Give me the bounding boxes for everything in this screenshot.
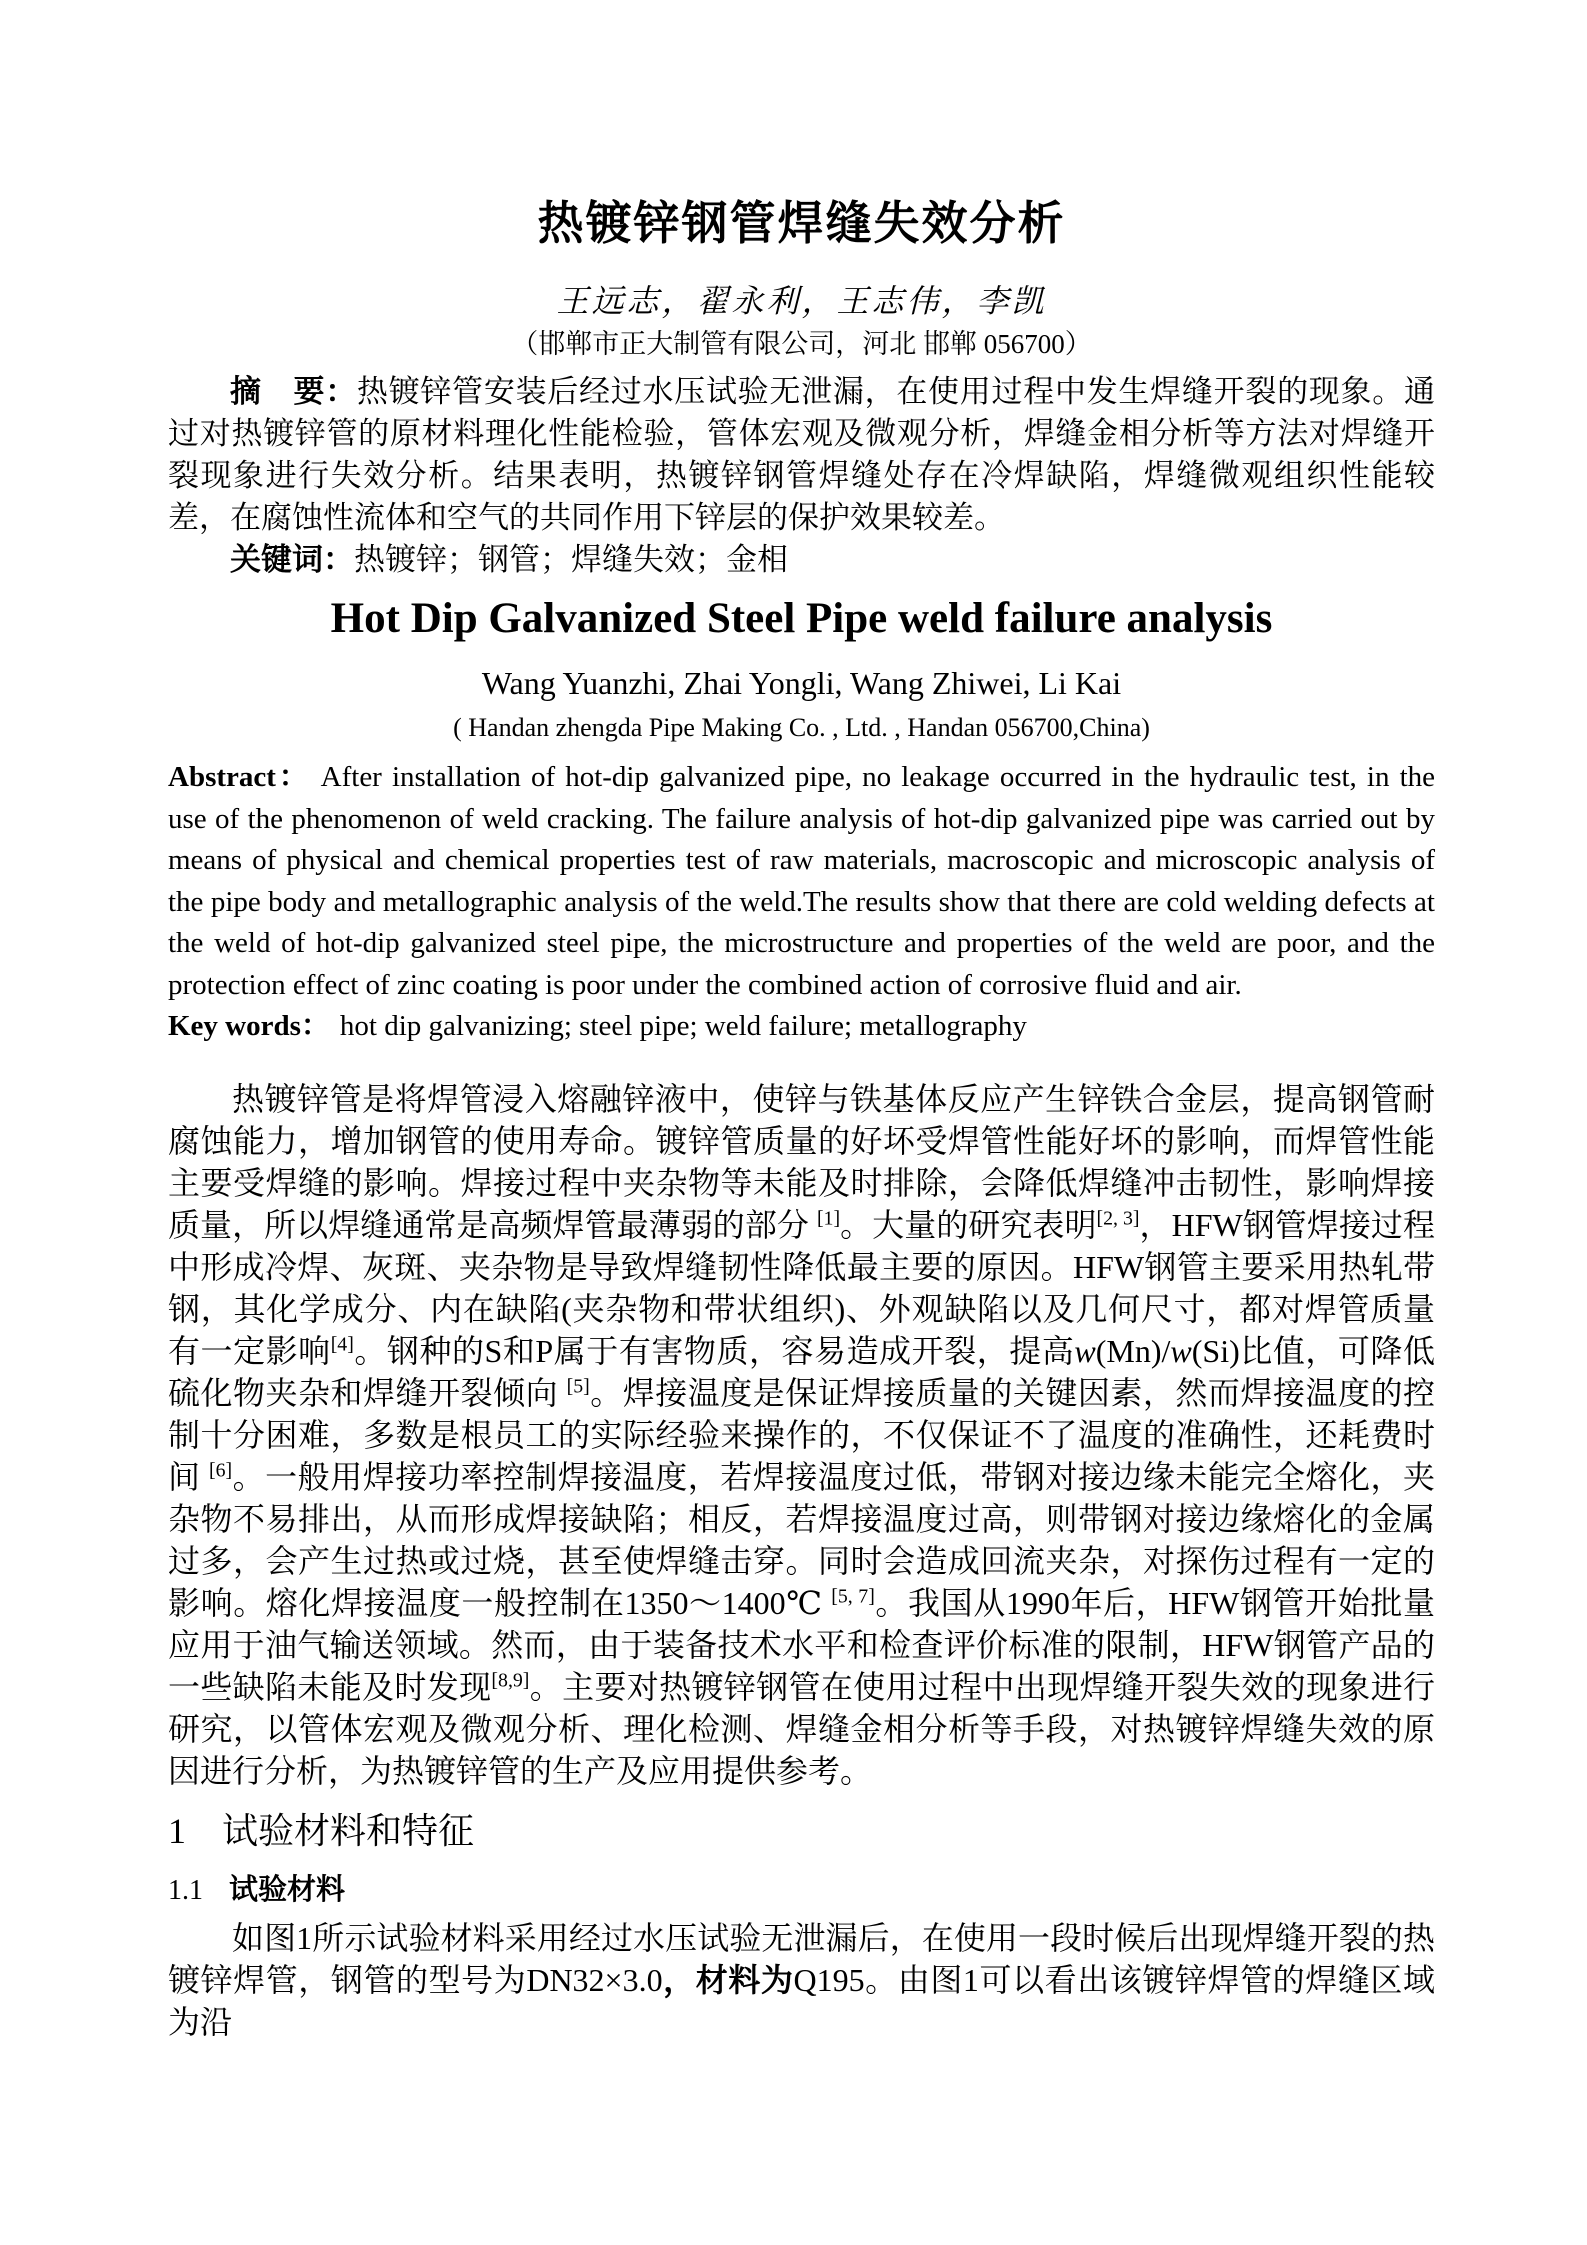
section-1-1-heading <box>168 1870 1435 1911</box>
english-abstract <box>168 757 1435 1006</box>
section-1-heading <box>168 1808 1435 1854</box>
section-1-1-number: 1.1 <box>168 1874 203 1906</box>
chinese-keywords-label: 关键词： <box>230 542 354 577</box>
english-keywords <box>168 1006 1435 1048</box>
intro-paragraph: 热镀锌管是将焊管浸入熔融锌液中，使锌与铁基体反应产生锌铁合金层，提高钢管耐腐蚀能力，增加钢管的使用寿命。镀锌管质量的好坏受焊管性能好坏的影响，而焊管性能主要受焊缝的影响。焊接过程中夹杂物等未能及时排除，会降低焊缝冲击韧性，影响焊接质量，所以焊缝通常是高频焊管最薄弱的部分 [1]。大量的研究表明[2, 3]，HFW钢管焊接过程中形成冷焊、灰斑、夹杂物是导致焊缝韧性降低最主要的原因。HFW钢管主要采用热轧带钢，其化学成分、内在缺陷(夹杂物和带状组织)、外观缺陷以及几何尺寸，都对焊管质量有一定影响[4]。钢种的S和P属于有害物质，容易造成开裂，提高w(Mn)/w(Si)比值，可降低硫化物夹杂和焊缝开裂倾向 [5]。焊接温度是保证焊接质量的关键因素，然而焊接温度的控制十分困难，多数是根员工的实际经验来操作的，不仅保证不了温度的准确性，还耗费时间 [6]。一般用焊接功率控制焊接温度，若焊接温度过低，带钢对接边缘未能完全熔化，夹杂物不易排出，从而形成焊接缺陷；相反，若焊接温度过高，则带钢对接边缘熔化的金属过多，会产生过热或过烧，甚至使焊缝击穿。同时会造成回流夹杂，对探伤过程有一定的影响。熔化焊接温度一般控制在1350～1400℃ [5, 7]。我国从1990年后，HFW钢管开始批量应用于油气输送领域。然而，由于装备技术水平和检查评价标准的限制，HFW钢管产品的一些缺陷未能及时发现[8,9]。主要对热镀锌钢管在使用过程中出现焊缝开裂失效的现象进行研究，以管体宏观及微观分析、理化检测、焊缝金相分析等手段，对热镀锌焊缝失效的原因进行分析，为热镀锌管的生产及应用提供参考。 <box>168 1080 1435 1789</box>
english-authors: Wang Yuanzhi, Zhai Yongli, Wang Zhiwei, Li Kai <box>481 665 1122 701</box>
chinese-affiliation: （邯郸市正大制管有限公司，河北 邯郸 056700） <box>511 329 1092 359</box>
section-1-title: 试验材料和特征 <box>222 1810 475 1851</box>
section-1-number: 1 <box>168 1810 186 1851</box>
chinese-title: 热镀锌钢管焊缝失效分析 <box>537 198 1066 249</box>
english-title: Hot Dip Galvanized Steel Pipe weld failure analysis <box>330 595 1273 642</box>
english-affiliation: ( Handan zhengda Pipe Making Co. , Ltd. , Handan 056700,China) <box>453 713 1150 742</box>
english-abstract-label: Abstract： <box>168 761 311 793</box>
chinese-abstract <box>168 371 1435 539</box>
chinese-abstract-label: 摘 要： <box>230 374 357 409</box>
english-keywords-label: Key words： <box>168 1010 330 1042</box>
chinese-keywords <box>168 539 1435 581</box>
chinese-abstract-text: 热镀锌管安装后经过水压试验无泄漏，在使用过程中发生焊缝开裂的现象。通过对热镀锌管的原材料理化性能检验，管体宏观及微观分析，焊缝金相分析等方法对焊缝开裂现象进行失效分析。结果表明，热镀锌钢管焊缝处存在冷焊缺陷，焊缝微观组织性能较差，在腐蚀性流体和空气的共同作用下锌层的保护效果较差。 <box>168 374 1435 535</box>
materials-paragraph: 如图1所示试验材料采用经过水压试验无泄漏后，在使用一段时候后出现焊缝开裂的热镀锌焊管，钢管的型号为DN32×3.0，材料为Q195。由图1可以看出该镀锌焊管的焊缝区域为沿 <box>168 1919 1435 2040</box>
chinese-keywords-text: 热镀锌；钢管；焊缝失效；金相 <box>354 542 788 577</box>
section-1-1-title: 试验材料 <box>229 1873 346 1906</box>
english-abstract-text: After installation of hot-dip galvanized pipe, no leakage occurred in the hydraulic test, in the use of the phenomenon of weld cracking. The failure analysis of hot-dip galvanized pipe was carried out by means of physical and chemical properties test of raw materials, macroscopic and microscopic analysis of the pipe body and metallographic analysis of the weld.The results show that there are cold welding defects at the weld of hot-dip galvanized steel pipe, the microstructure and properties of the weld are poor, and the protection effect of zinc coating is poor under the combined action of corrosive fluid and air. <box>168 761 1436 1001</box>
chinese-authors: 王远志，翟永利，王志伟，李凯 <box>556 283 1047 319</box>
english-keywords-text: hot dip galvanizing; steel pipe; weld failure; metallography <box>339 1010 1027 1042</box>
